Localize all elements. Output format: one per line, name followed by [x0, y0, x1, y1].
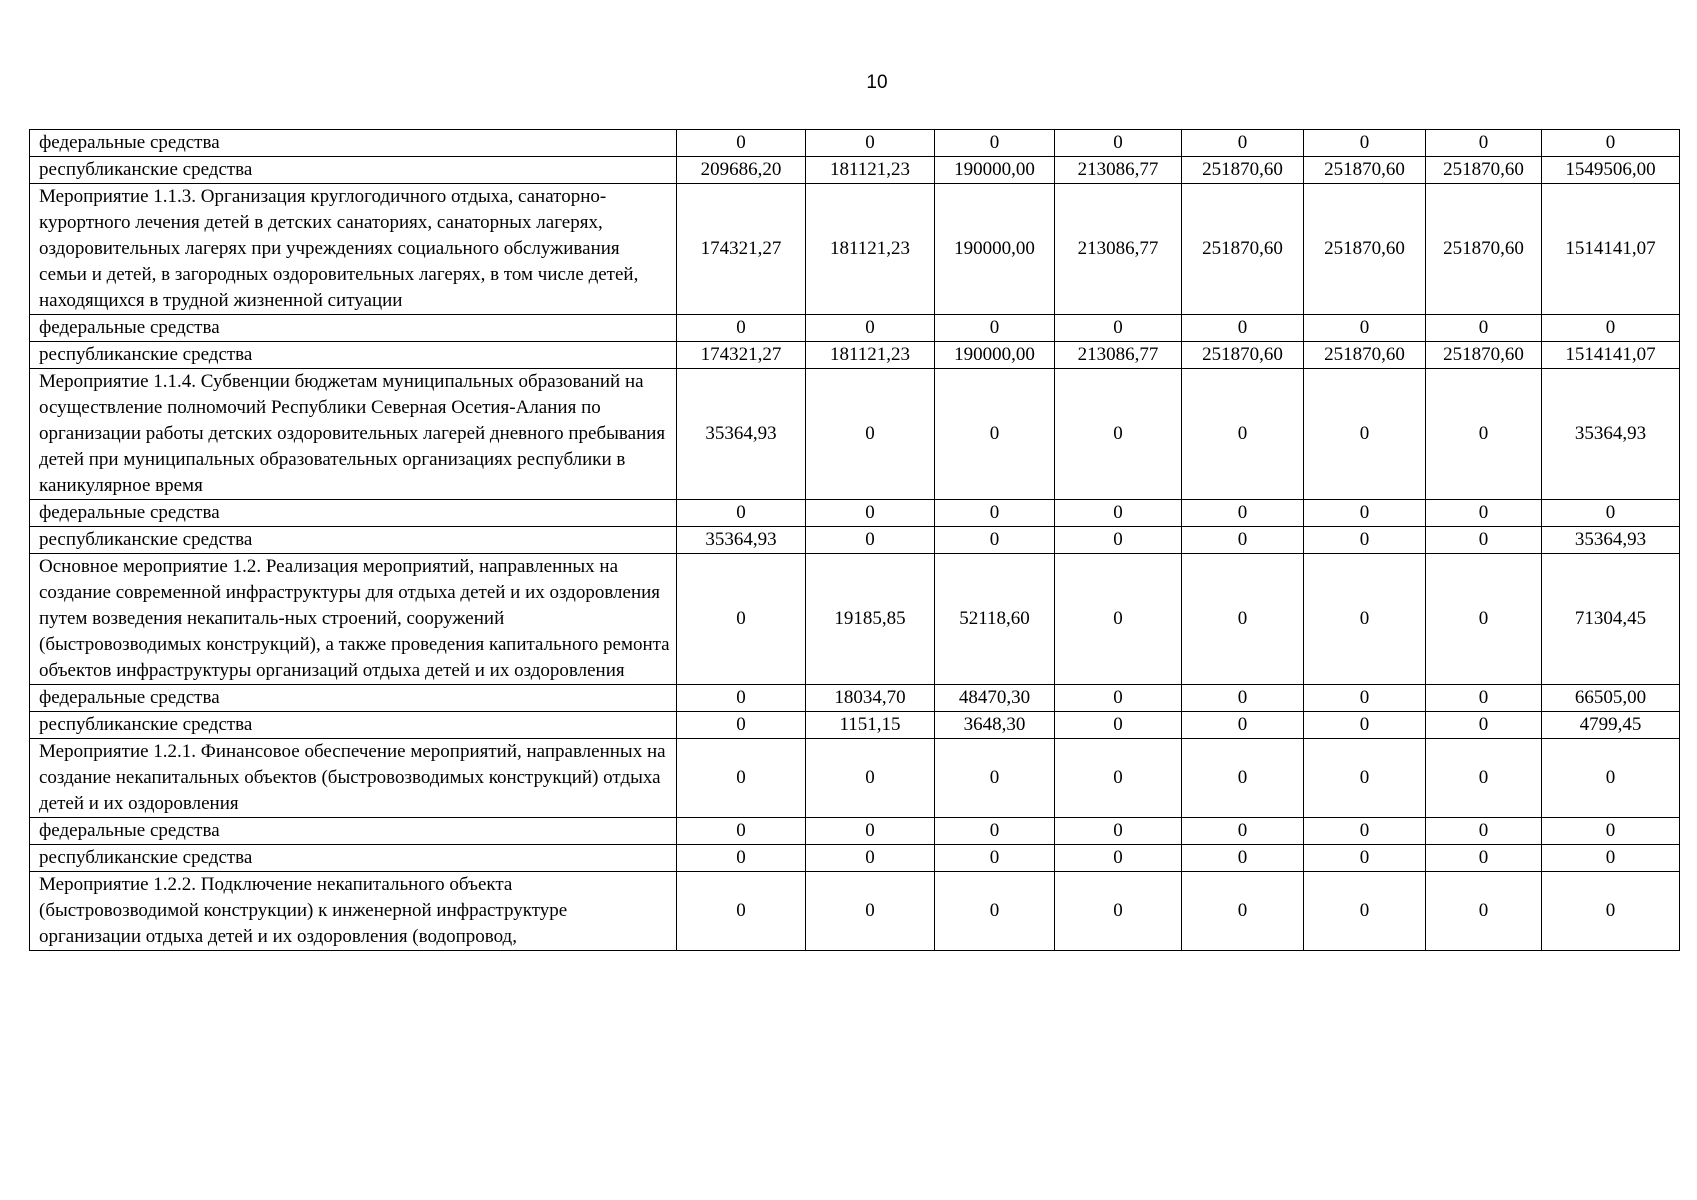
value-cell: 213086,77 — [1055, 157, 1182, 184]
value-cell: 0 — [677, 315, 806, 342]
table-row — [30, 872, 1680, 951]
value-cell: 251870,60 — [1304, 342, 1426, 369]
value-cell: 4799,45 — [1542, 712, 1680, 739]
value-cell: 0 — [1542, 845, 1680, 872]
value-cell: 0 — [1542, 130, 1680, 157]
value-cell: 48470,30 — [935, 685, 1055, 712]
value-cell: 0 — [1304, 315, 1426, 342]
value-cell: 0 — [806, 315, 935, 342]
value-cell: 71304,45 — [1542, 554, 1680, 685]
value-cell: 0 — [806, 739, 935, 818]
value-cell: 181121,23 — [806, 342, 935, 369]
value-cell: 251870,60 — [1304, 184, 1426, 315]
value-cell: 0 — [935, 315, 1055, 342]
value-cell: 0 — [1426, 500, 1542, 527]
row-label: республиканские средства — [30, 342, 677, 369]
value-cell: 0 — [806, 845, 935, 872]
value-cell: 0 — [1304, 712, 1426, 739]
table-row — [30, 845, 1680, 872]
value-cell: 0 — [1182, 685, 1304, 712]
value-cell: 0 — [1055, 130, 1182, 157]
value-cell: 0 — [1304, 818, 1426, 845]
value-cell: 0 — [1426, 527, 1542, 554]
value-cell: 3648,30 — [935, 712, 1055, 739]
value-cell: 1514141,07 — [1542, 342, 1680, 369]
value-cell: 213086,77 — [1055, 184, 1182, 315]
value-cell: 0 — [1182, 315, 1304, 342]
value-cell: 0 — [935, 500, 1055, 527]
table-row — [30, 818, 1680, 845]
value-cell: 0 — [935, 818, 1055, 845]
value-cell: 0 — [1542, 739, 1680, 818]
row-label: федеральные средства — [30, 685, 677, 712]
table-row — [30, 157, 1680, 184]
value-cell: 0 — [1426, 845, 1542, 872]
value-cell: 35364,93 — [677, 527, 806, 554]
value-cell: 213086,77 — [1055, 342, 1182, 369]
table-body — [30, 130, 1680, 951]
value-cell: 0 — [1542, 818, 1680, 845]
value-cell: 0 — [1182, 872, 1304, 951]
table-row — [30, 739, 1680, 818]
value-cell: 0 — [1304, 130, 1426, 157]
value-cell: 0 — [1304, 872, 1426, 951]
value-cell: 0 — [1055, 739, 1182, 818]
value-cell: 0 — [935, 739, 1055, 818]
value-cell: 251870,60 — [1182, 184, 1304, 315]
value-cell: 1514141,07 — [1542, 184, 1680, 315]
value-cell: 0 — [1426, 554, 1542, 685]
value-cell: 0 — [1055, 369, 1182, 500]
value-cell: 251870,60 — [1182, 342, 1304, 369]
value-cell: 0 — [1182, 739, 1304, 818]
value-cell: 0 — [935, 845, 1055, 872]
value-cell: 251870,60 — [1426, 342, 1542, 369]
value-cell: 0 — [677, 500, 806, 527]
value-cell: 209686,20 — [677, 157, 806, 184]
value-cell: 0 — [677, 845, 806, 872]
row-label: федеральные средства — [30, 818, 677, 845]
row-label: федеральные средства — [30, 130, 677, 157]
value-cell: 0 — [1542, 872, 1680, 951]
value-cell: 0 — [677, 818, 806, 845]
value-cell: 0 — [1426, 315, 1542, 342]
table-row — [30, 369, 1680, 500]
value-cell: 0 — [677, 554, 806, 685]
row-label: Основное мероприятие 1.2. Реализация мероприятий, направленных на создание современной инфраструктуры для отдыха детей и их оздоровления путем возведения некапиталь-ных строений, сооружений (быстровозводимых конструкций), а также проведения капитального ремонта объектов инфраструктуры организаций отдыха детей и их оздоровления — [30, 554, 677, 685]
table-row — [30, 527, 1680, 554]
value-cell: 0 — [1426, 369, 1542, 500]
value-cell: 0 — [806, 130, 935, 157]
value-cell: 0 — [677, 712, 806, 739]
value-cell: 174321,27 — [677, 342, 806, 369]
value-cell: 66505,00 — [1542, 685, 1680, 712]
value-cell: 0 — [677, 130, 806, 157]
value-cell: 0 — [1304, 554, 1426, 685]
value-cell: 0 — [806, 818, 935, 845]
table-row — [30, 685, 1680, 712]
value-cell: 0 — [935, 527, 1055, 554]
value-cell: 0 — [1304, 500, 1426, 527]
value-cell: 251870,60 — [1426, 157, 1542, 184]
value-cell: 0 — [1426, 130, 1542, 157]
value-cell: 251870,60 — [1304, 157, 1426, 184]
value-cell: 0 — [806, 527, 935, 554]
table-row — [30, 712, 1680, 739]
value-cell: 190000,00 — [935, 184, 1055, 315]
value-cell: 0 — [1304, 527, 1426, 554]
value-cell: 0 — [1182, 527, 1304, 554]
table-row — [30, 130, 1680, 157]
value-cell: 190000,00 — [935, 157, 1055, 184]
value-cell: 0 — [806, 872, 935, 951]
value-cell: 251870,60 — [1426, 184, 1542, 315]
value-cell: 190000,00 — [935, 342, 1055, 369]
value-cell: 0 — [1055, 845, 1182, 872]
value-cell: 19185,85 — [806, 554, 935, 685]
table-row — [30, 315, 1680, 342]
value-cell: 0 — [935, 369, 1055, 500]
page-number: 10 — [866, 72, 888, 93]
value-cell: 0 — [1182, 554, 1304, 685]
value-cell: 0 — [1182, 845, 1304, 872]
value-cell: 0 — [677, 739, 806, 818]
row-label: республиканские средства — [30, 157, 677, 184]
value-cell: 18034,70 — [806, 685, 935, 712]
value-cell: 0 — [1426, 685, 1542, 712]
value-cell: 0 — [1055, 500, 1182, 527]
table-row — [30, 184, 1680, 315]
row-label: Мероприятие 1.2.2. Подключение некапитального объекта (быстровозводимой конструкции) к инженерной инфраструктуре организации отдыха детей и их оздоровления (водопровод, — [30, 872, 677, 951]
row-label: федеральные средства — [30, 500, 677, 527]
value-cell: 1151,15 — [806, 712, 935, 739]
budget-table — [29, 129, 1680, 951]
value-cell: 0 — [1304, 685, 1426, 712]
value-cell: 0 — [1182, 500, 1304, 527]
value-cell: 0 — [677, 685, 806, 712]
value-cell: 0 — [1426, 872, 1542, 951]
value-cell: 0 — [1055, 818, 1182, 845]
value-cell: 0 — [1055, 315, 1182, 342]
table-row — [30, 554, 1680, 685]
value-cell: 0 — [1055, 712, 1182, 739]
value-cell: 0 — [1055, 554, 1182, 685]
value-cell: 35364,93 — [1542, 527, 1680, 554]
value-cell: 0 — [806, 369, 935, 500]
value-cell: 0 — [1182, 130, 1304, 157]
table-row — [30, 500, 1680, 527]
row-label: республиканские средства — [30, 845, 677, 872]
value-cell: 174321,27 — [677, 184, 806, 315]
value-cell: 181121,23 — [806, 157, 935, 184]
row-label: Мероприятие 1.1.3. Организация круглогодичного отдыха, санаторно-курортного лечения детей в детских санаториях, санаторных лагерях, оздоровительных лагерях при учреждениях социального обслуживания семьи и детей, в загородных оздоровительных лагерях, в том числе детей, находящихся в трудной жизненной ситуации — [30, 184, 677, 315]
value-cell: 0 — [1182, 369, 1304, 500]
value-cell: 0 — [1542, 500, 1680, 527]
value-cell: 0 — [1542, 315, 1680, 342]
value-cell: 0 — [1182, 712, 1304, 739]
value-cell: 0 — [1055, 527, 1182, 554]
value-cell: 35364,93 — [677, 369, 806, 500]
value-cell: 0 — [1304, 845, 1426, 872]
value-cell: 0 — [1304, 739, 1426, 818]
row-label: республиканские средства — [30, 712, 677, 739]
row-label: Мероприятие 1.2.1. Финансовое обеспечение мероприятий, направленных на создание некапитальных объектов (быстровозводимых конструкций) отдыха детей и их оздоровления — [30, 739, 677, 818]
value-cell: 0 — [1182, 818, 1304, 845]
value-cell: 181121,23 — [806, 184, 935, 315]
value-cell: 0 — [1055, 872, 1182, 951]
value-cell: 0 — [1304, 369, 1426, 500]
value-cell: 0 — [677, 872, 806, 951]
value-cell: 1549506,00 — [1542, 157, 1680, 184]
value-cell: 251870,60 — [1182, 157, 1304, 184]
value-cell: 0 — [806, 500, 935, 527]
row-label: федеральные средства — [30, 315, 677, 342]
table-row — [30, 342, 1680, 369]
value-cell: 0 — [1426, 712, 1542, 739]
value-cell: 0 — [935, 872, 1055, 951]
value-cell: 0 — [935, 130, 1055, 157]
value-cell: 0 — [1426, 818, 1542, 845]
value-cell: 35364,93 — [1542, 369, 1680, 500]
row-label: Мероприятие 1.1.4. Субвенции бюджетам муниципальных образований на осуществление полномочий Республики Северная Осетия-Алания по организации работы детских оздоровительных лагерей дневного пребывания детей при муниципальных образовательных организациях республики в каникулярное время — [30, 369, 677, 500]
value-cell: 52118,60 — [935, 554, 1055, 685]
row-label: республиканские средства — [30, 527, 677, 554]
value-cell: 0 — [1426, 739, 1542, 818]
value-cell: 0 — [1055, 685, 1182, 712]
